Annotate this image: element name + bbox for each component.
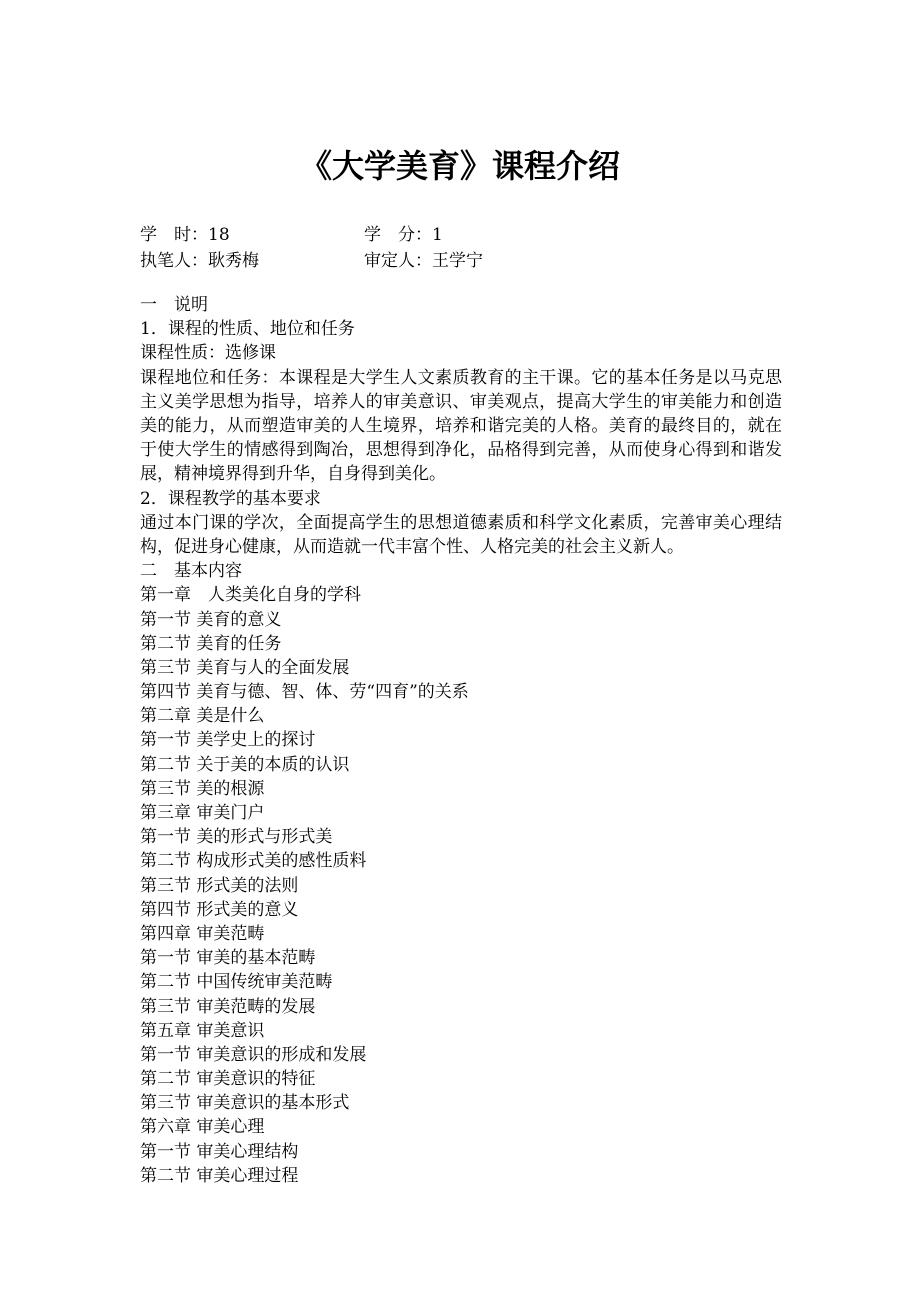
outline-item: 第三节 审美意识的基本形式 (140, 1093, 350, 1114)
outline-item: 第四章 审美范畴 (140, 923, 265, 944)
section-heading-content: 二 基本内容 (140, 561, 242, 582)
course-meta (140, 222, 483, 274)
outline-item: 第三节 审美范畴的发展 (140, 996, 316, 1017)
course-hours: 学 时：18 (140, 225, 230, 245)
meta-row-author-reviewer (140, 248, 483, 274)
outline-item: 第二节 审美意识的特征 (140, 1069, 316, 1090)
outline-item: 第一节 美的形式与形式美 (140, 827, 333, 848)
outline-item: 第二章 美是什么 (140, 706, 265, 727)
outline-item: 第三章 审美门户 (140, 803, 265, 824)
outline-item: 第二节 中国传统审美范畴 (140, 972, 333, 993)
outline-item: 第一节 审美心理结构 (140, 1141, 299, 1162)
meta-row-hours-credits (140, 222, 483, 248)
outline-item: 第五章 审美意识 (140, 1020, 265, 1041)
outline-item: 第三节 形式美的法则 (140, 875, 299, 896)
outline-item: 第一节 审美意识的形成和发展 (140, 1044, 367, 1065)
outline-item: 第一章 人类美化自身的学科 (140, 585, 361, 606)
outline-item: 第二节 构成形式美的感性质料 (140, 851, 367, 872)
outline-item: 第六章 审美心理 (140, 1117, 265, 1138)
subheading-teaching-requirements: 2．课程教学的基本要求 (140, 488, 321, 509)
document-body (140, 293, 782, 1188)
course-credits: 学 分：1 (364, 225, 443, 245)
subheading-course-nature: 1．课程的性质、地位和任务 (140, 319, 355, 340)
outline-item: 第一节 审美的基本范畴 (140, 948, 316, 969)
outline-item: 第三节 美的根源 (140, 778, 265, 799)
course-position-paragraph: 课程地位和任务：本课程是大学生人文素质教育的主干课。它的基本任务是以马克思主义美学思想为指导，培养人的审美意识、审美观点，提高大学生的审美能力和创造美的能力，从而塑造审美的人生境界，培养和谐完美的人格。美育的最终目的，就在于使大学生的情感得到陶冶，思想得到净化，品格得到完善，从而使身心得到和谐发展，精神境界得到升华，自身得到美化。 (140, 367, 782, 485)
outline-item: 第一节 美学史上的探讨 (140, 730, 316, 751)
outline-item: 第三节 美育与人的全面发展 (140, 657, 350, 678)
outline-item: 第四节 美育与德、智、体、劳“四育”的关系 (140, 682, 469, 703)
outline-item: 第四节 形式美的意义 (140, 899, 299, 920)
content-outline (140, 583, 782, 1188)
course-author: 执笔人：耿秀梅 (140, 251, 259, 271)
section-heading-description: 一 说明 (140, 295, 208, 315)
outline-item: 第一节 美育的意义 (140, 609, 282, 630)
document-title: 《大学美育》课程介绍 (299, 147, 620, 185)
course-reviewer: 审定人：王学宁 (364, 251, 483, 271)
outline-item: 第二节 审美心理过程 (140, 1165, 299, 1186)
outline-item: 第二节 美育的任务 (140, 633, 282, 654)
course-nature-text: 课程性质：选修课 (140, 343, 276, 364)
outline-item: 第二节 关于美的本质的认识 (140, 754, 350, 775)
requirements-paragraph: 通过本门课的学次，全面提高学生的思想道德素质和科学文化素质，完善审美心理结构，促进身心健康，从而造就一代丰富个性、人格完美的社会主义新人。 (140, 512, 782, 557)
